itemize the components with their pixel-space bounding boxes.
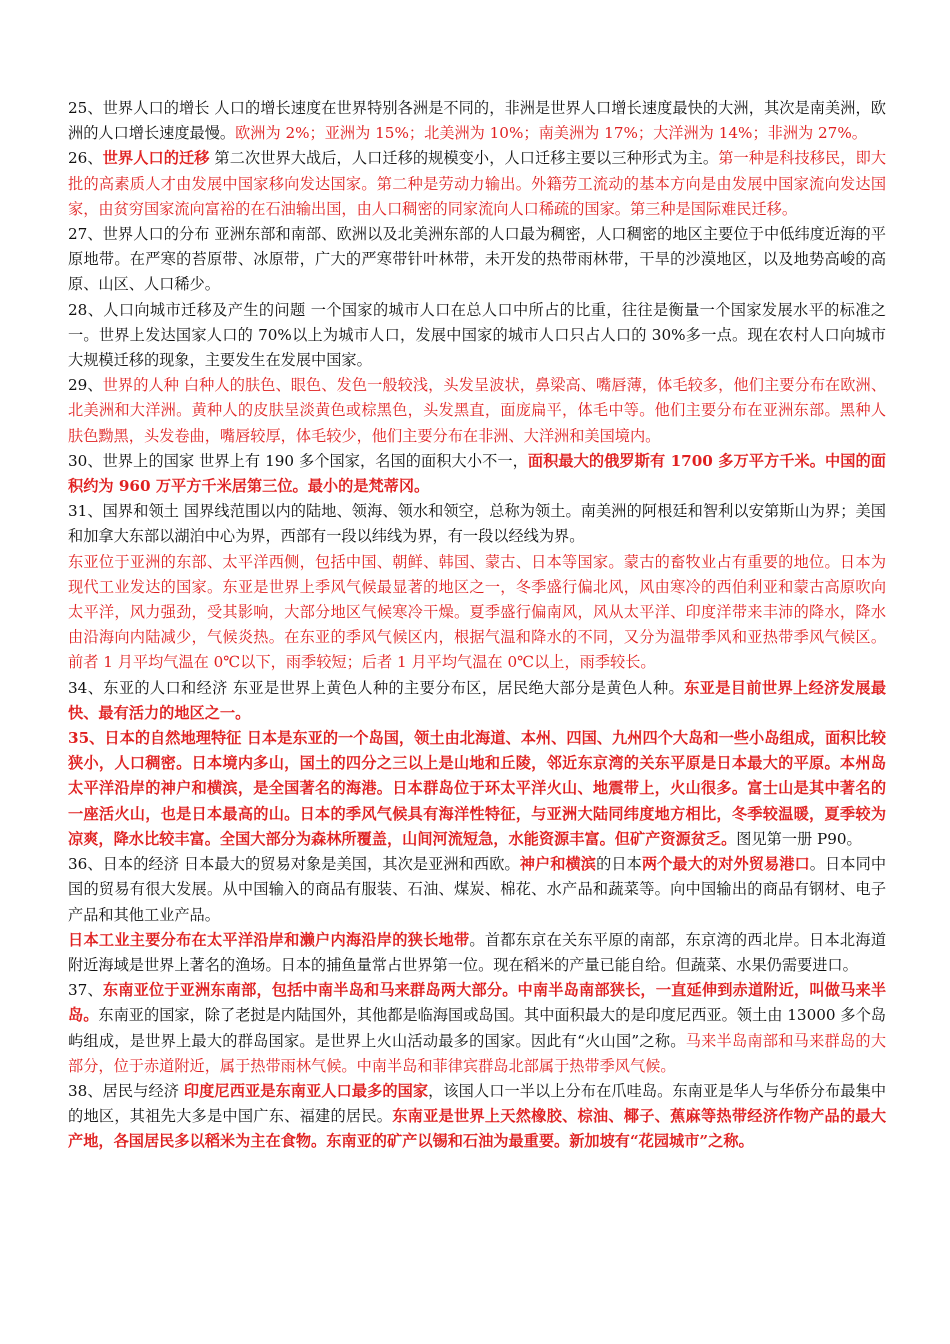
paragraph-38 <box>68 1079 886 1155</box>
paragraph-25 <box>68 96 886 146</box>
paragraph-30 <box>68 449 886 499</box>
paragraph-34-text: 34、东亚的人口和经济 东亚是世界上黄色人种的主要分布区，居民绝大部分是黄色人种。 <box>68 678 685 697</box>
paragraph-37-highlight-a: 东南亚位于亚洲东南部，包括中南半岛和马来群岛两大部分。中南半岛南部狭长，一直延伸到赤道附近，叫做马来半岛。 <box>68 981 887 1025</box>
paragraph-37 <box>68 978 886 1079</box>
paragraph-japan-industry <box>68 928 886 978</box>
paragraph-28-text: 28、人口向城市迁移及产生的问题 一个国家的城市人口在总人口中所占的比重，往往是衡量一个国家发展水平的标准之一。世界上发达国家人口的 70%以上为城市人口，发展中国家的城市人口只占人口的 30%多一点。现在农村人口向城市大规模迁移的现象，主要发生在发展中国家。 <box>68 300 886 370</box>
paragraph-26 <box>68 146 886 222</box>
paragraph-35 <box>68 726 886 852</box>
document-page <box>68 96 886 1155</box>
paragraph-36-highlight-b: 两个最大的对外贸易港口 <box>641 855 810 874</box>
paragraph-36 <box>68 852 886 928</box>
paragraph-east-asia <box>68 550 886 676</box>
paragraph-28 <box>68 298 886 374</box>
paragraph-36-text-c: 。日本同中国的贸易有很大发展。从中国输入的商品有服装、石油、煤炭、棉花、水产品和蔬菜等。向中国输出的商品有钢材、电子产品和其他工业产品。 <box>68 855 887 924</box>
paragraph-30-text: 30、世界上的国家 世界上有 190 多个国家，名国的面积大小不一， <box>68 451 528 470</box>
paragraph-26-heading: 世界人口的迁移 <box>102 149 210 168</box>
paragraph-east-asia-highlight: 东亚位于亚洲的东部、太平洋西侧，包括中国、朝鲜、韩国、蒙古、日本等国家。蒙古的畜牧业占有重要的地位。日本为现代工业发达的国家。东亚是世界上季风气候最显著的地区之一，冬季盛行偏北风，风由寒冷的西伯利亚和蒙古高原吹向太平洋，风力强劲，受其影响，大部分地区气候寒冷干燥。夏季盛行偏南风，风从太平洋、印度洋带来丰沛的降水，降水由沿海向内陆减少，气候炎热。在东亚的季风气候区内，根据气温和降水的不同，又分为温带季风和亚热带季风气候区。前者 1 月平均气温在 0℃以下，雨季较短；后者 1 月平均气温在 0℃以上，雨季较长。 <box>68 552 886 672</box>
paragraph-38-highlight-b: 东南亚是世界上天然橡胶、棕油、椰子、蕉麻等热带经济作物产品的最大产地，各国居民多以稻米为主在食物。东南亚的矿产以锡和石油为最重要。新加坡有“花园城市”之称。 <box>68 1107 887 1151</box>
paragraph-27-text: 27、世界人口的分布 亚洲东部和南部、欧洲以及北美洲东部的人口最为稠密，人口稠密的地区主要位于中低纬度近海的平原地带。在严寒的苔原带、冰原带，广大的严寒带针叶林带，未开发的热带雨林带，干旱的沙漠地区，以及地势高峻的高原、山区、人口稀少。 <box>68 225 886 294</box>
paragraph-37-number: 37、 <box>68 981 103 1000</box>
paragraph-34-highlight: 东亚是目前世界上经济发展最快、最有活力的地区之一。 <box>68 678 887 722</box>
paragraph-25-highlight: 欧洲为 2%；亚洲为 15%；北美洲为 10%；南美洲为 17%；大洋洲为 14%；非洲为 27%。 <box>235 124 867 143</box>
paragraph-japan-industry-text: 。首都东京在关东平原的南部，东京湾的西北岸。日本北海道附近海域是世界上著名的渔场。日本的捕鱼量常占世界第一位。现在稻米的产量已能自给。但蔬菜、水果仍需要进口。 <box>68 930 887 974</box>
paragraph-38-text-a: 38、居民与经济 <box>68 1081 184 1100</box>
paragraph-30-highlight: 面积最大的俄罗斯有 1700 多万平方千米。中国的面积约为 960 万平方千米居第三位。最小的是梵蒂冈。 <box>68 451 886 496</box>
paragraph-37-text: 东南亚的国家，除了老挝是内陆国外，其他都是临海国或岛国。其中面积最大的是印度尼西亚。领土由 13000 多个岛屿组成，是世界上最大的群岛国家。是世界上火山活动最多的国家。因此有“火山国”之称。 <box>68 1006 886 1050</box>
paragraph-35-highlight: 35、日本的自然地理特征 日本是东亚的一个岛国，领土由北海道、本州、四国、九州四个大岛和一些小岛组成，面积比较狭小，人口稠密。日本境内多山，国土的四分之三以上是山地和丘陵，邻近东京湾的关东平原是日本最大的平原。本州岛太平洋沿岸的神户和横滨，是全国著名的海港。日本群岛位于环太平洋火山、地震带上，火山很多。富士山是其中著名的一座活火山，也是日本最高的山。日本的季风气候具有海洋性特征，与亚洲大陆同纬度地方相比，冬季较温暖，夏季较为凉爽，降水比较丰富。全国大部分为森林所覆盖，山间河流短急，水能资源丰富。但矿产资源贫乏。 <box>68 729 886 848</box>
paragraph-japan-industry-highlight: 日本工业主要分布在太平洋沿岸和濑户内海沿岸的狭长地带 <box>68 930 470 949</box>
paragraph-34 <box>68 676 886 726</box>
paragraph-31-text: 31、国界和领土 国界线范围以内的陆地、领海、领水和领空，总称为领土。南美洲的阿根廷和智利以安第斯山为界；美国和加拿大东部以湖泊中心为界，西部有一段以纬线为界，有一段以经线为界。 <box>68 502 886 546</box>
paragraph-36-highlight-a: 神户和横滨 <box>519 855 597 874</box>
paragraph-38-text-b: ，该国人口一半以上分布在爪哇岛。东南亚是华人与华侨分布最集中的地区，其祖先大多是中国广东、福建的居民。 <box>68 1081 887 1126</box>
paragraph-27 <box>68 222 886 298</box>
paragraph-35-text: 图见第一册 P90。 <box>736 829 862 848</box>
paragraph-38-highlight-a: 印度尼西亚是东南亚人口最多的国家 <box>183 1081 429 1100</box>
paragraph-29-highlight: 世界的人种 白种人的肤色、眼色、发色一般较浅，头发呈波状，鼻梁高、嘴唇薄，体毛较多，他们主要分布在欧洲、北美洲和大洋洲。黄种人的皮肤呈淡黄色或棕黑色，头发黑直，面庞扁平，体毛中等。他们主要分布在亚洲东部。黑种人肤色黝黑，头发卷曲，嘴唇较厚，体毛较少，他们主要分布在非洲、大洋洲和美国境内。 <box>68 376 887 445</box>
paragraph-36-text-a: 36、日本的经济 日本最大的贸易对象是美国，其次是亚洲和西欧。 <box>68 855 520 874</box>
paragraph-26-number: 26、 <box>68 149 103 168</box>
paragraph-36-text-b: 的日本 <box>596 855 642 874</box>
paragraph-29 <box>68 373 886 449</box>
paragraph-26-highlight: 第一种是科技移民，即大批的高素质人才由发展中国家移向发达国家。第二种是劳动力输出。外籍劳工流动的基本方向是由发展中国家流向发达国家，由贫穷国家流向富裕的在石油输出国，由人口稠密的同家流向人口稀疏的国家。第三种是国际难民迁移。 <box>68 149 887 218</box>
paragraph-31 <box>68 499 886 549</box>
paragraph-26-text: 第二次世界大战后，人口迁移的规模变小，人口迁移主要以三种形式为主。 <box>209 149 719 168</box>
paragraph-25-text: 25、世界人口的增长 人口的增长速度在世界特别各洲是不同的，非洲是世界人口增长速度最快的大洲，其次是南美洲，欧洲的人口增长速度最慢。 <box>68 99 886 143</box>
paragraph-29-number: 29、 <box>68 376 103 395</box>
paragraph-37-highlight-b: 马来半岛南部和马来群岛的大部分，位于赤道附近，属于热带雨林气候。中南半岛和菲律宾群岛北部属于热带季风气候。 <box>68 1031 887 1075</box>
